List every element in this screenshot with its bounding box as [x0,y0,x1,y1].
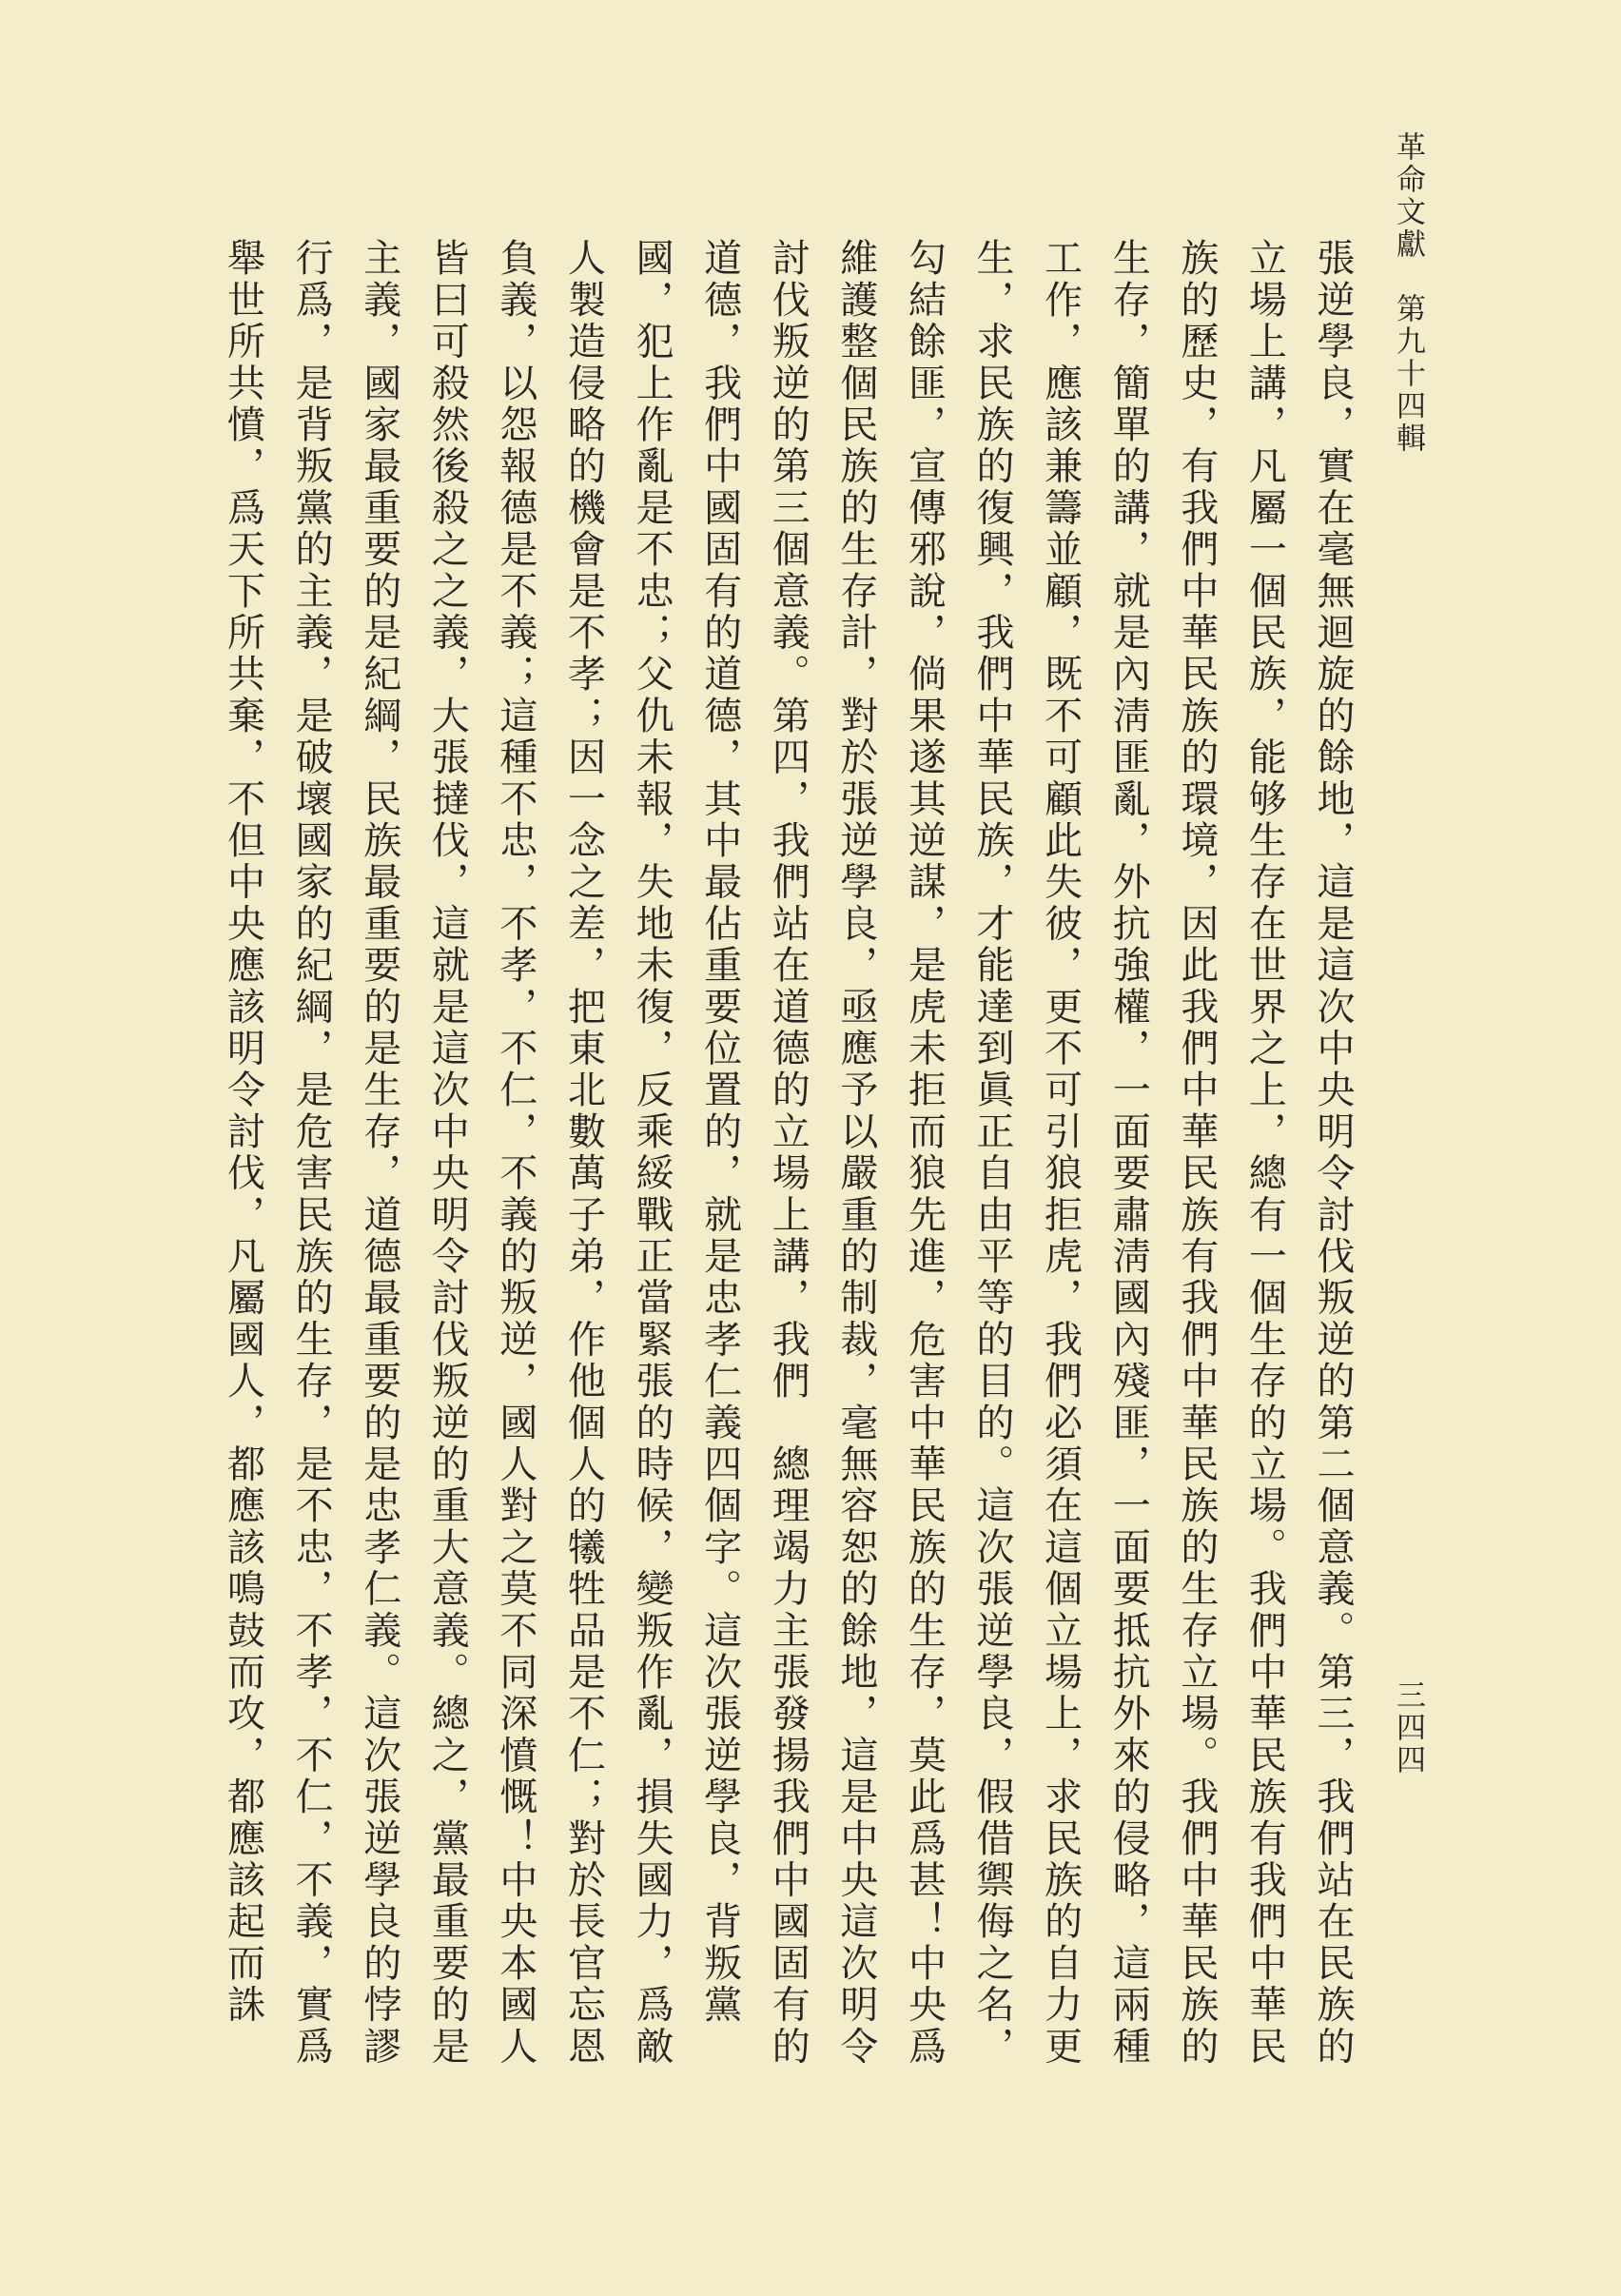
text-column: 人製造侵略的機會是不孝；因一念之差，把東北數萬子弟，作他個人的犧牲品是不仁；對於長官忘恩 [561,238,606,2068]
text-column: 工作，應該兼籌並顧，既不可顧此失彼，更不可引狼拒虎，我們必須在這個立場上，求民族的自力更 [1038,238,1083,2068]
text-column: 負義，以怨報德是不義；這種不忠，不孝，不仁，不義的叛逆，國人對之莫不同深憤慨！中央本國人 [493,238,537,2068]
text-column: 勾結餘匪，宣傳邪說，倘果遂其逆謀，是虎未拒而狼先進，危害中華民族的生存，莫此爲甚！中央爲 [902,238,947,2068]
text-column: 舉世所共憤，爲天下所共棄，不但中央應該明令討伐，凡屬國人，都應該鳴鼓而攻，都應該起而誅 [221,238,265,2027]
text-column: 立場上講，凡屬一個民族，能够生存在世界之上，總有一個生存的立場。我們中華民族有我們中華民 [1242,238,1287,2068]
text-column: 張逆學良，實在毫無迴旋的餘地，這是這次中央明令討伐叛逆的第二個意義。第三，我們站在民族的 [1311,238,1355,2068]
page-number: 三四四 [1391,1679,1425,1776]
running-title: 革命文獻 第九十四輯 [1391,131,1425,455]
text-column: 道德，我們中國固有的道德，其中最佔重要位置的，就是忠孝仁義四個字。這次張逆學良，背叛黨 [697,238,742,2027]
text-column: 生存，簡單的講，就是內淸匪亂，外抗強權，一面要肅淸國內殘匪，一面要抵抗外來的侵略，這兩種 [1106,238,1151,2068]
text-column: 主義，國家最重要的是紀綱，民族最重要的是生存，道德最重要的是忠孝仁義。這次張逆學良的悖謬 [357,238,401,2068]
text-column: 族的歷史，有我們中華民族的環境，因此我們中華民族有我們中華民族的生存立場。我們中華民族的 [1174,238,1219,2068]
text-column: 生，求民族的復興，我們中華民族，才能達到眞正自由平等的目的。這次張逆學良，假借禦侮之名， [970,238,1015,2068]
text-column: 討伐叛逆的第三個意義。第四，我們站在道德的立場上講，我們 總理竭力主張發揚我們中國固有的 [766,238,810,2068]
text-column: 國，犯上作亂是不忠；父仇未報，失地未復，反乘綏戰正當緊張的時候，變叛作亂，損失國力，爲敵 [630,238,674,2068]
body-text [208,238,1366,2103]
text-column: 皆曰可殺然後殺之之義，大張撻伐，這就是這次中央明令討伐叛逆的重大意義。總之，黨最重要的是 [425,238,470,2068]
text-column: 維護整個民族的生存計，對於張逆學良，亟應予以嚴重的制裁，毫無容恕的餘地，這是中央這次明令 [833,238,878,2068]
text-column: 行爲，是背叛黨的主義，是破壞國家的紀綱，是危害民族的生存，是不忠，不孝，不仁，不義，實爲 [289,238,334,2068]
